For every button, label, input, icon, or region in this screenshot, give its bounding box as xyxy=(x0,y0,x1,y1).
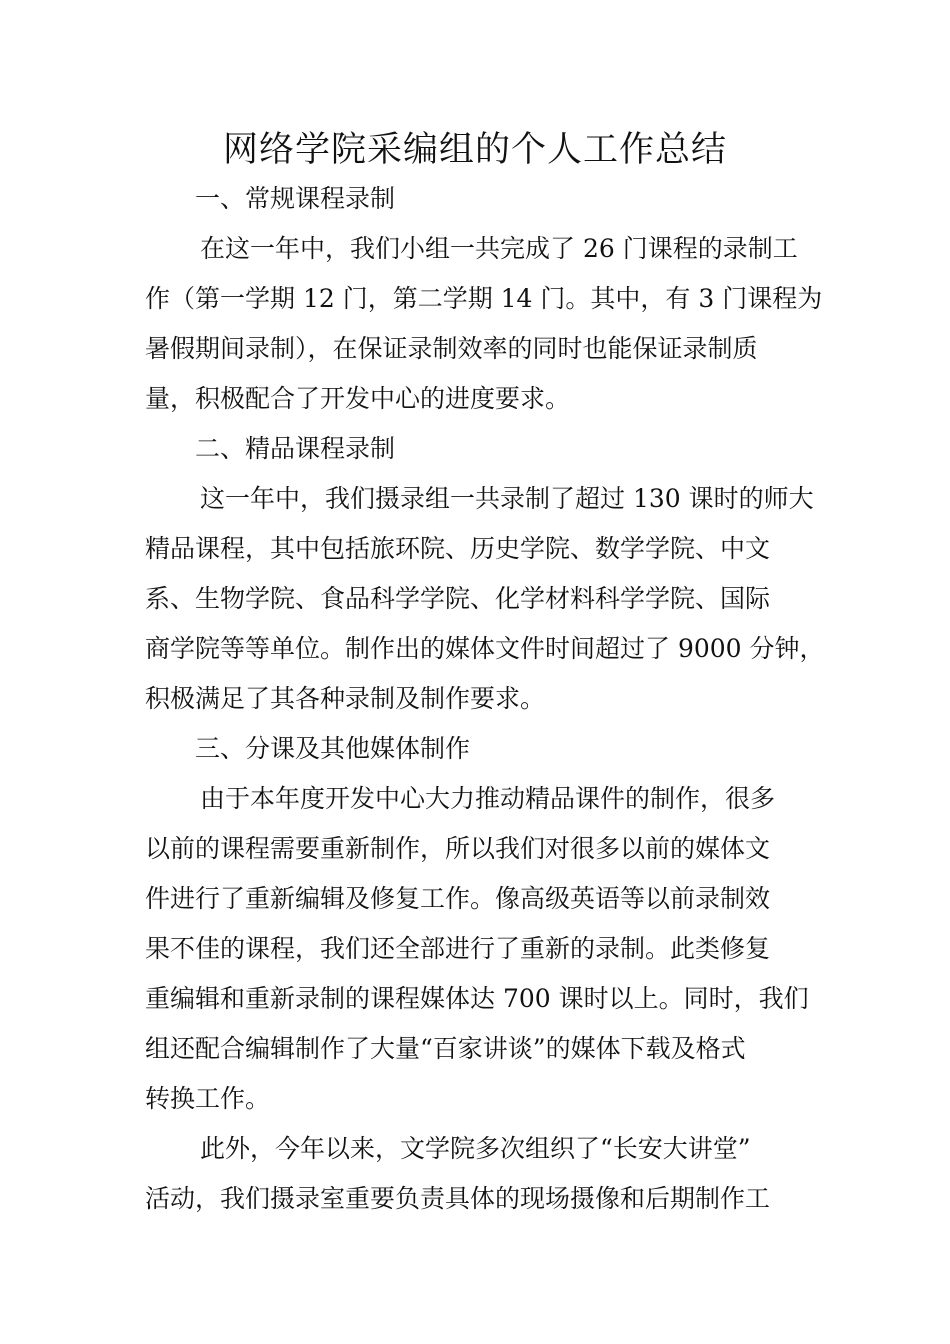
paragraph-line: 量，积极配合了开发中心的进度要求。 xyxy=(145,384,571,413)
paragraph-line: 活动，我们摄录室重要负责具体的现场摄像和后期制作工 xyxy=(145,1184,771,1213)
paragraph-line: 在这一年中，我们小组一共完成了 26 门课程的录制工 xyxy=(200,234,798,263)
paragraph-line: 商学院等等单位。制作出的媒体文件时间超过了 9000 分钟， xyxy=(145,634,825,663)
paragraph-line: 件进行了重新编辑及修复工作。像高级英语等以前录制效 xyxy=(145,884,771,913)
paragraph-line: 转换工作。 xyxy=(145,1084,271,1113)
section-heading-3: 三、分课及其他媒体制作 xyxy=(195,734,471,763)
paragraph-line: 精品课程，其中包括旅环院、历史学院、数学学院、中文 xyxy=(145,534,771,563)
paragraph-line: 果不佳的课程，我们还全部进行了重新的录制。此类修复 xyxy=(145,934,771,963)
paragraph-line: 以前的课程需要重新制作，所以我们对很多以前的媒体文 xyxy=(145,834,771,863)
section-heading-1: 一、常规课程录制 xyxy=(195,184,396,213)
paragraph-line: 系、生物学院、食品科学学院、化学材料科学学院、国际 xyxy=(145,584,771,613)
section-heading-2: 二、精品课程录制 xyxy=(195,434,396,463)
paragraph-line: 此外，今年以来，文学院多次组织了“长安大讲堂” xyxy=(200,1134,751,1163)
paragraph-line: 这一年中，我们摄录组一共录制了超过 130 课时的师大 xyxy=(200,484,814,513)
paragraph-line: 积极满足了其各种录制及制作要求。 xyxy=(145,684,546,713)
paragraph-line: 暑假期间录制），在保证录制效率的同时也能保证录制质 xyxy=(145,334,758,363)
paragraph-line: 作（第一学期 12 门，第二学期 14 门。其中，有 3 门课程为 xyxy=(145,284,823,313)
paragraph-line: 组还配合编辑制作了大量“百家讲谈”的媒体下载及格式 xyxy=(145,1034,746,1063)
paragraph-line: 由于本年度开发中心大力推动精品课件的制作，很多 xyxy=(200,784,776,813)
paragraph-line: 重编辑和重新录制的课程媒体达 700 课时以上。同时，我们 xyxy=(145,984,809,1013)
document-title: 网络学院采编组的个人工作总结 xyxy=(222,130,727,170)
document-body xyxy=(145,174,825,1224)
